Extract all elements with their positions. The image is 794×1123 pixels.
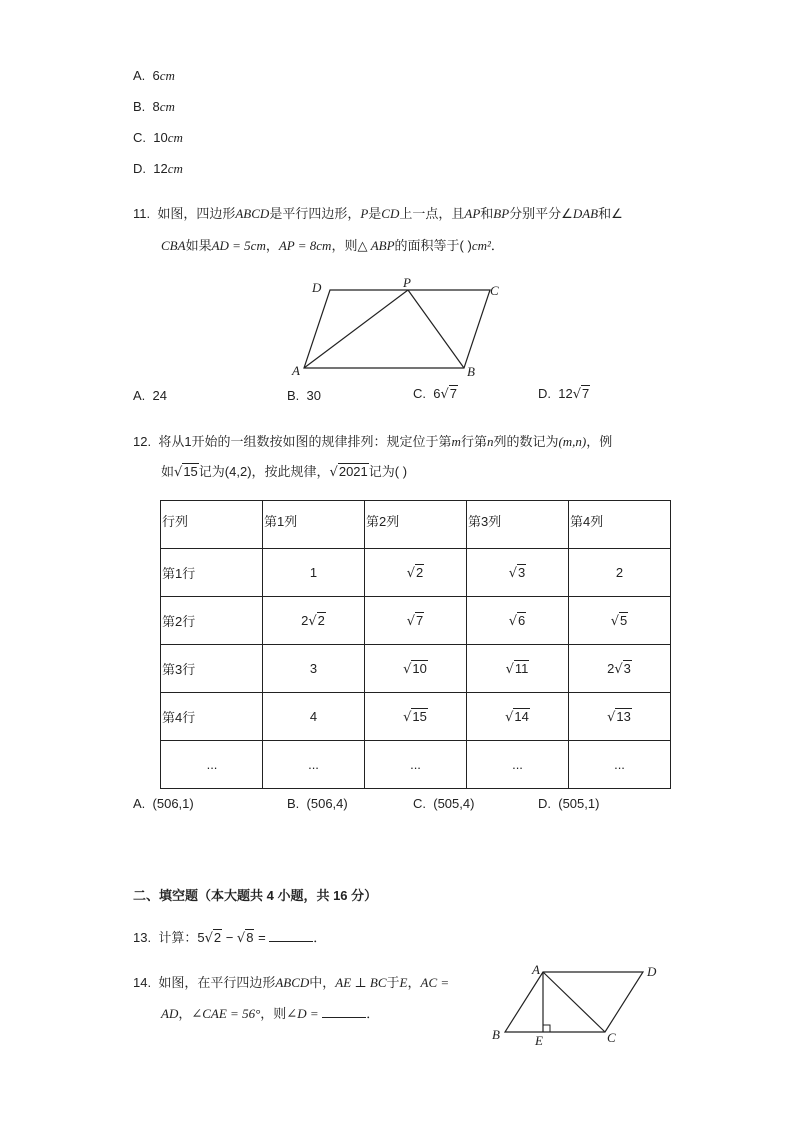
radicand: 11 bbox=[514, 660, 529, 676]
radicand: 14 bbox=[514, 708, 529, 724]
q11-option-a bbox=[133, 388, 167, 403]
option-value: (505,4) bbox=[433, 796, 475, 811]
text: 和∠ bbox=[598, 206, 623, 221]
q10-option-d bbox=[133, 161, 183, 177]
text: 中， bbox=[309, 975, 336, 990]
text: ， bbox=[407, 975, 421, 990]
label-e: E bbox=[535, 1033, 543, 1048]
q12-option-c bbox=[413, 796, 474, 811]
label-c: C bbox=[490, 283, 499, 298]
option-letter: A. bbox=[133, 388, 146, 403]
math: (m,n) bbox=[558, 434, 587, 449]
label-p: P bbox=[403, 275, 411, 290]
math: AD bbox=[161, 1006, 179, 1021]
text: ，按此规律， bbox=[251, 464, 330, 479]
text: 是 bbox=[368, 206, 382, 221]
label-a: A bbox=[532, 962, 540, 977]
label-b: B bbox=[467, 364, 475, 379]
table-cell bbox=[467, 741, 569, 789]
radicand: 15 bbox=[183, 464, 198, 479]
radicand: 13 bbox=[616, 708, 631, 724]
option-unit: cm bbox=[159, 68, 175, 83]
q11-parallelogram-figure bbox=[280, 272, 510, 382]
radical: √2021 bbox=[329, 464, 368, 480]
table-header-row bbox=[161, 501, 671, 549]
header-cell: 第2列 bbox=[365, 501, 467, 549]
q10-option-c bbox=[133, 130, 183, 146]
coefficient: 6 bbox=[433, 386, 441, 401]
radical: √15 bbox=[403, 708, 427, 725]
table-cell bbox=[365, 693, 467, 741]
section-title: 二、填空题（本大题共 4 小题，共 16 分） bbox=[133, 888, 378, 903]
option-value: 30 bbox=[306, 388, 321, 403]
math: E bbox=[399, 975, 408, 990]
cell-value: 2 bbox=[615, 565, 624, 580]
text: ． bbox=[366, 1006, 380, 1021]
option-value: (506,4) bbox=[306, 796, 348, 811]
option-letter: D. bbox=[538, 796, 551, 811]
q10-option-b bbox=[133, 99, 175, 115]
math: cm² bbox=[471, 238, 491, 253]
cell-value: ... bbox=[512, 757, 523, 772]
cell-value: ... bbox=[308, 757, 319, 772]
text: 如果 bbox=[185, 238, 212, 253]
cell-value: 3 bbox=[309, 661, 318, 676]
table-cell bbox=[569, 549, 671, 597]
radicand: 2 bbox=[416, 564, 424, 580]
option-letter: C. bbox=[413, 386, 426, 401]
table-row bbox=[161, 597, 671, 645]
label-b: B bbox=[492, 1027, 500, 1042]
radicand: 7 bbox=[582, 386, 590, 401]
table-cell bbox=[569, 597, 671, 645]
label-d: D bbox=[647, 964, 657, 979]
text: 如 bbox=[161, 464, 175, 479]
math: ∠CAE = 56° bbox=[191, 1006, 261, 1021]
coefficient: 2 bbox=[607, 660, 615, 676]
radical: √14 bbox=[505, 708, 529, 725]
question-number: 14. bbox=[133, 975, 152, 990]
radical: √2 bbox=[406, 564, 424, 581]
table-cell bbox=[263, 645, 365, 693]
q12-line2 bbox=[161, 462, 407, 483]
row-label-cell: 第1行 bbox=[161, 549, 263, 597]
option-value: (506,1) bbox=[152, 796, 194, 811]
option-value: 6 bbox=[152, 68, 160, 83]
option-letter: D. bbox=[133, 161, 146, 176]
cell-value: ... bbox=[614, 757, 625, 772]
table-cell bbox=[467, 597, 569, 645]
cell-value: 4 bbox=[309, 709, 318, 724]
radical: √7 bbox=[406, 612, 424, 629]
option-value: (505,1) bbox=[558, 796, 600, 811]
parallelogram-abcd bbox=[304, 290, 490, 368]
text: 计算： bbox=[158, 930, 198, 945]
text: ，则 bbox=[331, 238, 358, 253]
radicand: 7 bbox=[416, 612, 424, 628]
text: ， bbox=[265, 238, 279, 253]
operator: = bbox=[254, 930, 270, 945]
option-letter: D. bbox=[538, 386, 551, 401]
table-cell bbox=[263, 693, 365, 741]
math: BP bbox=[493, 206, 510, 221]
option-unit: cm bbox=[167, 130, 183, 145]
header-cell: 行列 bbox=[161, 501, 263, 549]
text: ， bbox=[178, 1006, 192, 1021]
label-c: C bbox=[607, 1030, 616, 1045]
table-cell bbox=[467, 693, 569, 741]
coefficient: 2 bbox=[301, 612, 309, 628]
math: AD = 5cm bbox=[211, 238, 266, 253]
radicand: 3 bbox=[518, 564, 526, 580]
q12-number-table bbox=[160, 500, 671, 789]
label-a: A bbox=[292, 363, 300, 378]
text: 如图，四边形 bbox=[157, 206, 236, 221]
text: 记为 bbox=[198, 464, 225, 479]
text: 列的数记为 bbox=[493, 434, 559, 449]
math: m bbox=[451, 434, 461, 449]
header-cell: 第4列 bbox=[569, 501, 671, 549]
option-value: 8 bbox=[152, 99, 160, 114]
q12-option-d bbox=[538, 796, 599, 811]
radicand: 8 bbox=[246, 930, 254, 945]
q12-line1 bbox=[133, 432, 612, 452]
math: AC = bbox=[420, 975, 450, 990]
q11-line1 bbox=[133, 204, 623, 224]
q11-line2 bbox=[161, 236, 504, 256]
radical: √10 bbox=[403, 660, 427, 677]
segment-ac bbox=[543, 972, 605, 1032]
text: 分别平分∠ bbox=[509, 206, 573, 221]
math: AE ⊥ BC bbox=[335, 975, 387, 990]
segment-ap bbox=[304, 290, 408, 368]
radical: √13 bbox=[607, 708, 631, 725]
table-cell bbox=[263, 597, 365, 645]
q12-option-b bbox=[287, 796, 348, 811]
radicand: 2021 bbox=[338, 464, 368, 479]
table-cell bbox=[365, 597, 467, 645]
text: 于 bbox=[386, 975, 400, 990]
radical: √7 bbox=[572, 386, 590, 402]
option-value: 10 bbox=[153, 130, 168, 145]
q14-line1 bbox=[133, 973, 449, 993]
cell-value: 1 bbox=[309, 565, 318, 580]
math: ∠D = bbox=[286, 1006, 319, 1021]
header-cell: 第1列 bbox=[263, 501, 365, 549]
table-cell bbox=[365, 741, 467, 789]
table-cell bbox=[569, 645, 671, 693]
text: ． bbox=[313, 930, 327, 945]
table-row bbox=[161, 741, 671, 789]
text: ． bbox=[490, 238, 504, 253]
question-number: 11. bbox=[133, 206, 151, 221]
header-cell: 第3列 bbox=[467, 501, 569, 549]
option-letter: C. bbox=[413, 796, 426, 811]
question-number: 12. bbox=[133, 434, 152, 449]
answer-blank[interactable] bbox=[322, 1005, 366, 1018]
option-letter: B. bbox=[133, 99, 146, 114]
q11-option-b bbox=[287, 388, 321, 403]
text: 的面积等于( ) bbox=[394, 238, 472, 253]
row-label-cell: ... bbox=[161, 741, 263, 789]
radical: √5 bbox=[610, 612, 628, 629]
radical: √3 bbox=[508, 564, 526, 581]
table-body bbox=[161, 501, 671, 789]
text: 是平行四边形， bbox=[269, 206, 361, 221]
coefficient: 5 bbox=[197, 930, 205, 945]
option-letter: A. bbox=[133, 68, 146, 83]
text: 和 bbox=[480, 206, 494, 221]
math: AP = 8cm bbox=[278, 238, 332, 253]
table-cell bbox=[569, 693, 671, 741]
radicand: 6 bbox=[518, 612, 526, 628]
q14-parallelogram-figure bbox=[488, 960, 668, 1050]
math: ABCD bbox=[275, 975, 310, 990]
row-label-cell: 第2行 bbox=[161, 597, 263, 645]
label-d: D bbox=[312, 280, 322, 295]
table-cell bbox=[263, 549, 365, 597]
text: ，例 bbox=[586, 434, 613, 449]
q11-option-c bbox=[413, 386, 458, 402]
table-row bbox=[161, 549, 671, 597]
table-cell bbox=[365, 549, 467, 597]
option-letter: B. bbox=[287, 388, 300, 403]
radicand: 5 bbox=[620, 612, 628, 628]
radical: √8 bbox=[236, 930, 254, 946]
option-letter: B. bbox=[287, 796, 300, 811]
cell-value: ... bbox=[410, 757, 421, 772]
table-row bbox=[161, 645, 671, 693]
math: △ ABP bbox=[357, 238, 395, 253]
option-letter: C. bbox=[133, 130, 146, 145]
option-value: 24 bbox=[152, 388, 167, 403]
table-cell bbox=[263, 741, 365, 789]
q12-option-a bbox=[133, 796, 194, 811]
row-label-cell: 第3行 bbox=[161, 645, 263, 693]
radical: √7 bbox=[440, 386, 457, 402]
text: 上一点，且 bbox=[399, 206, 465, 221]
table-cell bbox=[467, 549, 569, 597]
right-angle-mark bbox=[543, 1025, 550, 1032]
text: 如图，在平行四边形 bbox=[158, 975, 276, 990]
math: CD bbox=[381, 206, 400, 221]
math: n bbox=[486, 434, 494, 449]
radical: √3 bbox=[614, 660, 631, 677]
text: 行第 bbox=[460, 434, 487, 449]
table-cell bbox=[467, 645, 569, 693]
text: (4,2) bbox=[224, 464, 252, 479]
q13 bbox=[133, 928, 326, 949]
q14-line2 bbox=[161, 1004, 379, 1024]
q10-option-a bbox=[133, 68, 175, 84]
question-number: 13. bbox=[133, 930, 152, 945]
radicand: 10 bbox=[412, 660, 427, 676]
radical: √6 bbox=[508, 612, 526, 629]
answer-blank[interactable] bbox=[269, 929, 313, 942]
text: 将从1开始的一组数按如图的规律排列：规定位于第 bbox=[158, 434, 452, 449]
table-cell bbox=[365, 645, 467, 693]
coefficient: 12 bbox=[558, 386, 573, 401]
math: AP bbox=[464, 206, 481, 221]
option-letter: A. bbox=[133, 796, 146, 811]
q11-option-d bbox=[538, 386, 590, 402]
text: ，则 bbox=[260, 1006, 287, 1021]
radicand: 3 bbox=[623, 660, 631, 676]
segment-bp bbox=[408, 290, 464, 368]
radical: √15 bbox=[174, 464, 198, 480]
option-unit: cm bbox=[159, 99, 175, 114]
option-value: 12 bbox=[153, 161, 168, 176]
radicand: 2 bbox=[317, 612, 325, 628]
table-row bbox=[161, 693, 671, 741]
math: CBA bbox=[161, 238, 186, 253]
radical: √11 bbox=[505, 660, 529, 677]
radicand: 2 bbox=[213, 930, 222, 945]
table-cell bbox=[569, 741, 671, 789]
radical: √2 bbox=[308, 612, 325, 629]
math: ABCD bbox=[235, 206, 270, 221]
text: 记为( ) bbox=[368, 464, 408, 479]
radicand: 7 bbox=[449, 386, 457, 401]
radicand: 15 bbox=[412, 708, 427, 724]
radical: √2 bbox=[204, 930, 222, 946]
option-unit: cm bbox=[167, 161, 183, 176]
math: DAB bbox=[572, 206, 599, 221]
math: P bbox=[360, 206, 369, 221]
row-label-cell: 第4行 bbox=[161, 693, 263, 741]
operator: − bbox=[222, 930, 237, 945]
